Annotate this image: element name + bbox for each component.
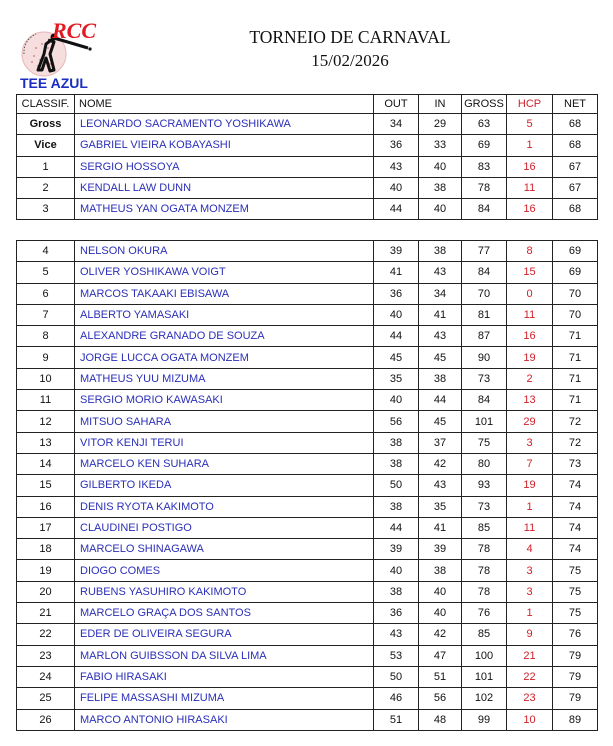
table-row <box>17 475 598 496</box>
gross-score-cell: 77 <box>462 241 507 262</box>
player-name-cell: FABIO HIRASAKI <box>75 666 374 687</box>
handicap-cell: 19 <box>507 347 553 368</box>
net-score-cell: 69 <box>553 241 598 262</box>
player-name-cell: DIOGO COMES <box>75 560 374 581</box>
out-score-cell: 43 <box>374 156 419 177</box>
handicap-cell: 4 <box>507 539 553 560</box>
rank-cell: 14 <box>17 453 75 474</box>
out-score-cell: 38 <box>374 453 419 474</box>
net-score-cell: 79 <box>553 666 598 687</box>
in-score-cell: 37 <box>419 432 462 453</box>
net-score-cell: 75 <box>553 560 598 581</box>
net-score-cell: 68 <box>553 114 598 135</box>
out-score-cell: 36 <box>374 603 419 624</box>
rank-cell: 8 <box>17 326 75 347</box>
out-score-cell: 50 <box>374 475 419 496</box>
gross-score-cell: 90 <box>462 347 507 368</box>
table-row <box>17 709 598 730</box>
gross-score-cell: 87 <box>462 326 507 347</box>
out-score-cell: 40 <box>374 560 419 581</box>
player-name-cell: MARCO ANTONIO HIRASAKI <box>75 709 374 730</box>
handicap-cell: 22 <box>507 666 553 687</box>
rank-cell: 10 <box>17 368 75 389</box>
player-name-cell: KENDALL LAW DUNN <box>75 177 374 198</box>
rank-cell: 17 <box>17 517 75 538</box>
handicap-cell: 10 <box>507 709 553 730</box>
out-score-cell: 38 <box>374 581 419 602</box>
handicap-cell: 16 <box>507 326 553 347</box>
table-row <box>17 304 598 325</box>
player-name-cell: MARLON GUIBSSON DA SILVA LIMA <box>75 645 374 666</box>
out-score-cell: 34 <box>374 114 419 135</box>
gross-score-cell: 78 <box>462 560 507 581</box>
handicap-cell: 3 <box>507 432 553 453</box>
table-row <box>17 432 598 453</box>
out-score-cell: 39 <box>374 241 419 262</box>
net-score-cell: 79 <box>553 645 598 666</box>
rank-cell: Gross <box>17 114 75 135</box>
table-row <box>17 645 598 666</box>
gross-score-cell: 85 <box>462 624 507 645</box>
net-score-cell: 73 <box>553 453 598 474</box>
player-name-cell: MARCOS TAKAAKI EBISAWA <box>75 283 374 304</box>
out-score-cell: 45 <box>374 347 419 368</box>
in-score-cell: 43 <box>419 326 462 347</box>
player-name-cell: MATHEUS YAN OGATA MONZEM <box>75 199 374 220</box>
net-score-cell: 74 <box>553 475 598 496</box>
in-score-cell: 43 <box>419 262 462 283</box>
table-row <box>17 283 598 304</box>
net-score-cell: 70 <box>553 304 598 325</box>
gross-score-cell: 83 <box>462 156 507 177</box>
gross-score-cell: 81 <box>462 304 507 325</box>
gross-score-cell: 93 <box>462 475 507 496</box>
golfer-logo-icon <box>14 18 98 80</box>
event-date: 15/02/2026 <box>311 51 389 70</box>
rank-cell: 15 <box>17 475 75 496</box>
handicap-cell: 11 <box>507 177 553 198</box>
table-row <box>17 114 598 135</box>
net-score-cell: 89 <box>553 709 598 730</box>
in-score-cell: 38 <box>419 177 462 198</box>
rank-cell: 21 <box>17 603 75 624</box>
svg-text:RCC: RCC <box>52 18 97 43</box>
net-score-cell: 79 <box>553 688 598 709</box>
player-name-cell: ALEXANDRE GRANADO DE SOUZA <box>75 326 374 347</box>
gross-score-cell: 85 <box>462 517 507 538</box>
rank-cell: 19 <box>17 560 75 581</box>
table-row <box>17 666 598 687</box>
handicap-cell: 7 <box>507 453 553 474</box>
gross-score-cell: 78 <box>462 177 507 198</box>
in-score-cell: 41 <box>419 517 462 538</box>
in-score-cell: 39 <box>419 539 462 560</box>
player-name-cell: MARCELO KEN SUHARA <box>75 453 374 474</box>
gross-score-cell: 69 <box>462 135 507 156</box>
out-score-cell: 40 <box>374 304 419 325</box>
in-score-cell: 41 <box>419 304 462 325</box>
handicap-cell: 1 <box>507 603 553 624</box>
handicap-cell: 21 <box>507 645 553 666</box>
tee-label: TEE AZUL <box>20 75 88 91</box>
net-score-cell: 70 <box>553 283 598 304</box>
out-score-cell: 46 <box>374 688 419 709</box>
player-name-cell: MARCELO SHINAGAWA <box>75 539 374 560</box>
gross-score-cell: 73 <box>462 368 507 389</box>
leaderboard-rest-table <box>16 240 598 731</box>
table-row <box>17 688 598 709</box>
player-name-cell: NELSON OKURA <box>75 241 374 262</box>
player-name-cell: EDER DE OLIVEIRA SEGURA <box>75 624 374 645</box>
table-row <box>17 496 598 517</box>
net-score-cell: 75 <box>553 581 598 602</box>
table-row <box>17 177 598 198</box>
rank-cell: 26 <box>17 709 75 730</box>
gross-score-cell: 84 <box>462 390 507 411</box>
gross-score-cell: 84 <box>462 262 507 283</box>
in-score-cell: 42 <box>419 453 462 474</box>
net-score-cell: 74 <box>553 539 598 560</box>
gross-score-cell: 78 <box>462 539 507 560</box>
out-score-cell: 39 <box>374 539 419 560</box>
in-score-cell: 38 <box>419 368 462 389</box>
col-header-net: NET <box>553 95 598 114</box>
player-name-cell: VITOR KENJI TERUI <box>75 432 374 453</box>
table-row <box>17 135 598 156</box>
gross-score-cell: 80 <box>462 453 507 474</box>
col-header-classif: CLASSIF. <box>17 95 75 114</box>
in-score-cell: 45 <box>419 347 462 368</box>
out-score-cell: 36 <box>374 135 419 156</box>
gross-score-cell: 75 <box>462 432 507 453</box>
handicap-cell: 8 <box>507 241 553 262</box>
handicap-cell: 16 <box>507 156 553 177</box>
player-name-cell: SERGIO HOSSOYA <box>75 156 374 177</box>
player-name-cell: MARCELO GRAÇA DOS SANTOS <box>75 603 374 624</box>
in-score-cell: 38 <box>419 241 462 262</box>
rank-cell: 24 <box>17 666 75 687</box>
rank-cell: 18 <box>17 539 75 560</box>
rank-cell: 12 <box>17 411 75 432</box>
net-score-cell: 67 <box>553 156 598 177</box>
net-score-cell: 68 <box>553 135 598 156</box>
table-row <box>17 368 598 389</box>
out-score-cell: 38 <box>374 496 419 517</box>
rank-cell: 16 <box>17 496 75 517</box>
handicap-cell: 3 <box>507 581 553 602</box>
player-name-cell: RUBENS YASUHIRO KAKIMOTO <box>75 581 374 602</box>
rank-cell: 9 <box>17 347 75 368</box>
table-row <box>17 347 598 368</box>
player-name-cell: OLIVER YOSHIKAWA VOIGT <box>75 262 374 283</box>
handicap-cell: 19 <box>507 475 553 496</box>
out-score-cell: 36 <box>374 283 419 304</box>
rank-cell: Vice <box>17 135 75 156</box>
table-row <box>17 241 598 262</box>
rank-cell: 13 <box>17 432 75 453</box>
leaderboard-top-table <box>16 94 598 220</box>
net-score-cell: 68 <box>553 199 598 220</box>
player-name-cell: ALBERTO YAMASAKI <box>75 304 374 325</box>
net-score-cell: 72 <box>553 411 598 432</box>
net-score-cell: 75 <box>553 603 598 624</box>
out-score-cell: 53 <box>374 645 419 666</box>
net-score-cell: 71 <box>553 390 598 411</box>
table-row <box>17 326 598 347</box>
rank-cell: 20 <box>17 581 75 602</box>
net-score-cell: 76 <box>553 624 598 645</box>
out-score-cell: 38 <box>374 432 419 453</box>
out-score-cell: 35 <box>374 368 419 389</box>
table-row <box>17 262 598 283</box>
gross-score-cell: 70 <box>462 283 507 304</box>
table-row <box>17 390 598 411</box>
out-score-cell: 51 <box>374 709 419 730</box>
player-name-cell: GABRIEL VIEIRA KOBAYASHI <box>75 135 374 156</box>
in-score-cell: 40 <box>419 199 462 220</box>
rank-cell: 6 <box>17 283 75 304</box>
handicap-cell: 13 <box>507 390 553 411</box>
rank-cell: 22 <box>17 624 75 645</box>
table-row <box>17 603 598 624</box>
table-row <box>17 539 598 560</box>
gross-score-cell: 73 <box>462 496 507 517</box>
rank-cell: 1 <box>17 156 75 177</box>
rank-cell: 25 <box>17 688 75 709</box>
handicap-cell: 15 <box>507 262 553 283</box>
table-row <box>17 453 598 474</box>
in-score-cell: 34 <box>419 283 462 304</box>
in-score-cell: 45 <box>419 411 462 432</box>
in-score-cell: 48 <box>419 709 462 730</box>
player-name-cell: LEONARDO SACRAMENTO YOSHIKAWA <box>75 114 374 135</box>
out-score-cell: 56 <box>374 411 419 432</box>
col-header-in: IN <box>419 95 462 114</box>
player-name-cell: GILBERTO IKEDA <box>75 475 374 496</box>
gross-score-cell: 101 <box>462 666 507 687</box>
net-score-cell: 74 <box>553 517 598 538</box>
in-score-cell: 40 <box>419 156 462 177</box>
player-name-cell: MATHEUS YUU MIZUMA <box>75 368 374 389</box>
gross-score-cell: 100 <box>462 645 507 666</box>
handicap-cell: 2 <box>507 368 553 389</box>
in-score-cell: 44 <box>419 390 462 411</box>
out-score-cell: 44 <box>374 517 419 538</box>
in-score-cell: 43 <box>419 475 462 496</box>
rank-cell: 5 <box>17 262 75 283</box>
gross-score-cell: 101 <box>462 411 507 432</box>
in-score-cell: 40 <box>419 603 462 624</box>
club-logo <box>14 18 98 80</box>
rank-cell: 7 <box>17 304 75 325</box>
table-header-row <box>17 95 598 114</box>
net-score-cell: 72 <box>553 432 598 453</box>
rank-cell: 23 <box>17 645 75 666</box>
in-score-cell: 33 <box>419 135 462 156</box>
rank-cell: 4 <box>17 241 75 262</box>
out-score-cell: 50 <box>374 666 419 687</box>
in-score-cell: 47 <box>419 645 462 666</box>
net-score-cell: 71 <box>553 347 598 368</box>
in-score-cell: 56 <box>419 688 462 709</box>
handicap-cell: 0 <box>507 283 553 304</box>
handicap-cell: 29 <box>507 411 553 432</box>
out-score-cell: 44 <box>374 326 419 347</box>
handicap-cell: 9 <box>507 624 553 645</box>
player-name-cell: DENIS RYOTA KAKIMOTO <box>75 496 374 517</box>
table-row <box>17 199 598 220</box>
col-header-gross: GROSS <box>462 95 507 114</box>
player-name-cell: FELIPE MASSASHI MIZUMA <box>75 688 374 709</box>
player-name-cell: JORGE LUCCA OGATA MONZEM <box>75 347 374 368</box>
col-header-hcp: HCP <box>507 95 553 114</box>
page-title: TORNEIO DE CARNAVAL <box>249 27 451 47</box>
in-score-cell: 38 <box>419 560 462 581</box>
handicap-cell: 5 <box>507 114 553 135</box>
handicap-cell: 11 <box>507 517 553 538</box>
rank-cell: 2 <box>17 177 75 198</box>
table-row <box>17 581 598 602</box>
gross-score-cell: 99 <box>462 709 507 730</box>
in-score-cell: 29 <box>419 114 462 135</box>
handicap-cell: 3 <box>507 560 553 581</box>
handicap-cell: 23 <box>507 688 553 709</box>
gross-score-cell: 84 <box>462 199 507 220</box>
out-score-cell: 43 <box>374 624 419 645</box>
col-header-nome: NOME <box>75 95 374 114</box>
player-name-cell: SERGIO MORIO KAWASAKI <box>75 390 374 411</box>
gross-score-cell: 76 <box>462 603 507 624</box>
in-score-cell: 51 <box>419 666 462 687</box>
out-score-cell: 40 <box>374 390 419 411</box>
in-score-cell: 40 <box>419 581 462 602</box>
in-score-cell: 35 <box>419 496 462 517</box>
col-header-out: OUT <box>374 95 419 114</box>
net-score-cell: 71 <box>553 326 598 347</box>
table-row <box>17 411 598 432</box>
handicap-cell: 1 <box>507 496 553 517</box>
net-score-cell: 74 <box>553 496 598 517</box>
handicap-cell: 1 <box>507 135 553 156</box>
handicap-cell: 16 <box>507 199 553 220</box>
rank-cell: 3 <box>17 199 75 220</box>
table-row <box>17 560 598 581</box>
net-score-cell: 71 <box>553 368 598 389</box>
out-score-cell: 44 <box>374 199 419 220</box>
gross-score-cell: 102 <box>462 688 507 709</box>
rank-cell: 11 <box>17 390 75 411</box>
table-row <box>17 624 598 645</box>
table-row <box>17 156 598 177</box>
player-name-cell: MITSUO SAHARA <box>75 411 374 432</box>
net-score-cell: 69 <box>553 262 598 283</box>
in-score-cell: 42 <box>419 624 462 645</box>
handicap-cell: 11 <box>507 304 553 325</box>
out-score-cell: 41 <box>374 262 419 283</box>
player-name-cell: CLAUDINEI POSTIGO <box>75 517 374 538</box>
net-score-cell: 67 <box>553 177 598 198</box>
gross-score-cell: 63 <box>462 114 507 135</box>
table-row <box>17 517 598 538</box>
out-score-cell: 40 <box>374 177 419 198</box>
gross-score-cell: 78 <box>462 581 507 602</box>
